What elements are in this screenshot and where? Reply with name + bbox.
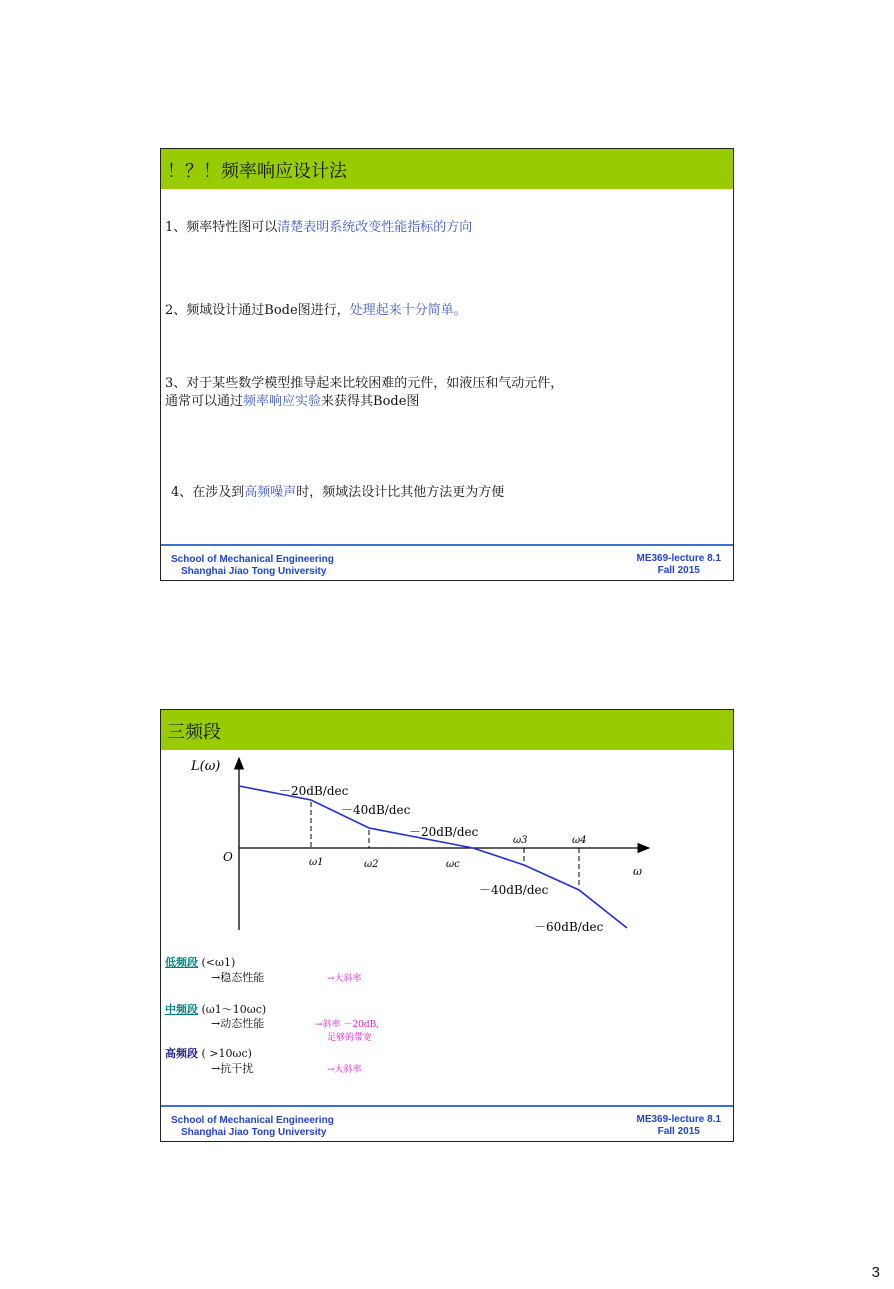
footer-lecture: ME369-lecture 8.1: [636, 1114, 721, 1125]
footer-course: [637, 553, 722, 577]
point-highlight: 处理起来十分简单。: [349, 303, 467, 318]
band-mid-note: →斜率 －20dB,: [315, 1020, 380, 1030]
band-low-effect-row: [211, 971, 264, 984]
band-low-effect: →稳态性能: [211, 971, 265, 984]
footer-course: [637, 1114, 722, 1138]
point-text: 3、对于某些数学模型推导起来比较困难的元件，如液压和气动元件，: [165, 376, 564, 391]
band-mid-effect-row: [211, 1017, 264, 1030]
slide-frequency-design: [160, 148, 734, 581]
band-high-range: ( >10ωc): [201, 1047, 252, 1060]
band-low-note: →大斜率: [327, 974, 362, 984]
band-high: [165, 1047, 252, 1060]
footer-university-line: Shanghai Jiao Tong University: [181, 566, 327, 577]
footer-university-line: Shanghai Jiao Tong University: [181, 1127, 327, 1138]
y-axis-label: L(ω): [191, 759, 221, 774]
footer-term: Fall 2015: [657, 1126, 700, 1137]
point-text-after: 时，频域法设计比其他方法更为方便: [296, 485, 505, 500]
band-mid-name: 中频段: [165, 1003, 198, 1016]
band-mid-effect: →动态性能: [211, 1017, 265, 1030]
footer-lecture: ME369-lecture 8.1: [636, 553, 721, 564]
footer-divider: [161, 1105, 733, 1107]
footer-divider: [161, 544, 733, 546]
footer-school: [171, 1115, 334, 1139]
footer-term: Fall 2015: [657, 565, 700, 576]
point-highlight: 清楚表明系统改变性能指标的方向: [277, 220, 473, 235]
point-2: [165, 302, 467, 319]
band-low-name: 低频段: [165, 956, 198, 969]
bode-diagram: [161, 750, 731, 935]
point-4: [171, 484, 504, 501]
point-highlight: 频率响应实验: [243, 394, 322, 409]
band-mid: [165, 1003, 266, 1016]
point-text: 1、频率特性图可以: [165, 220, 278, 235]
footer-school-line: School of Mechanical Engineering: [171, 554, 334, 565]
point-text-after: 来获得其Bode图: [321, 394, 420, 409]
tick-omega2: ω2: [364, 859, 379, 870]
tick-omega1: ω1: [309, 857, 324, 868]
footer-school: [171, 554, 334, 578]
slide-title: 三频段: [161, 710, 733, 750]
point-text: 4、在涉及到: [171, 485, 245, 500]
band-low-range: (<ω1): [201, 956, 236, 969]
page-number: 3: [871, 1264, 880, 1281]
slope-label-2: －40dB/dec: [341, 803, 411, 817]
point-3-line-2: [165, 393, 419, 410]
band-high-note: →大斜率: [327, 1065, 362, 1075]
point-1: [165, 219, 472, 236]
point-text: 2、频域设计通过Bode图进行，: [165, 303, 350, 318]
point-3-line-1: [165, 375, 563, 392]
slope-label-3: －20dB/dec: [409, 825, 479, 839]
slope-label-1: －20dB/dec: [279, 784, 349, 798]
band-high-name: 高频段: [165, 1047, 198, 1060]
point-text: 通常可以通过: [165, 394, 244, 409]
slope-label-5: －60dB/dec: [534, 920, 604, 934]
band-high-effect-row: [211, 1062, 253, 1075]
asymptote-curve: [239, 786, 627, 928]
slope-label-4: －40dB/dec: [479, 883, 549, 897]
slide-title: ！？！频率响应设计法: [161, 149, 733, 189]
slide-three-bands: [160, 709, 734, 1142]
point-highlight: 高频噪声: [244, 485, 297, 500]
band-mid-range: (ω1～10ωc): [201, 1003, 267, 1016]
band-high-effect: →抗干扰: [211, 1062, 254, 1075]
band-low: [165, 956, 235, 969]
tick-omegac: ωc: [446, 859, 460, 870]
band-mid-note-2: 足够的带宽: [327, 1033, 373, 1043]
tick-omega3: ω3: [513, 835, 528, 846]
origin-label: O: [223, 850, 233, 864]
tick-omega4: ω4: [572, 835, 587, 846]
footer-school-line: School of Mechanical Engineering: [171, 1115, 334, 1126]
x-axis-label: ω: [633, 865, 642, 878]
